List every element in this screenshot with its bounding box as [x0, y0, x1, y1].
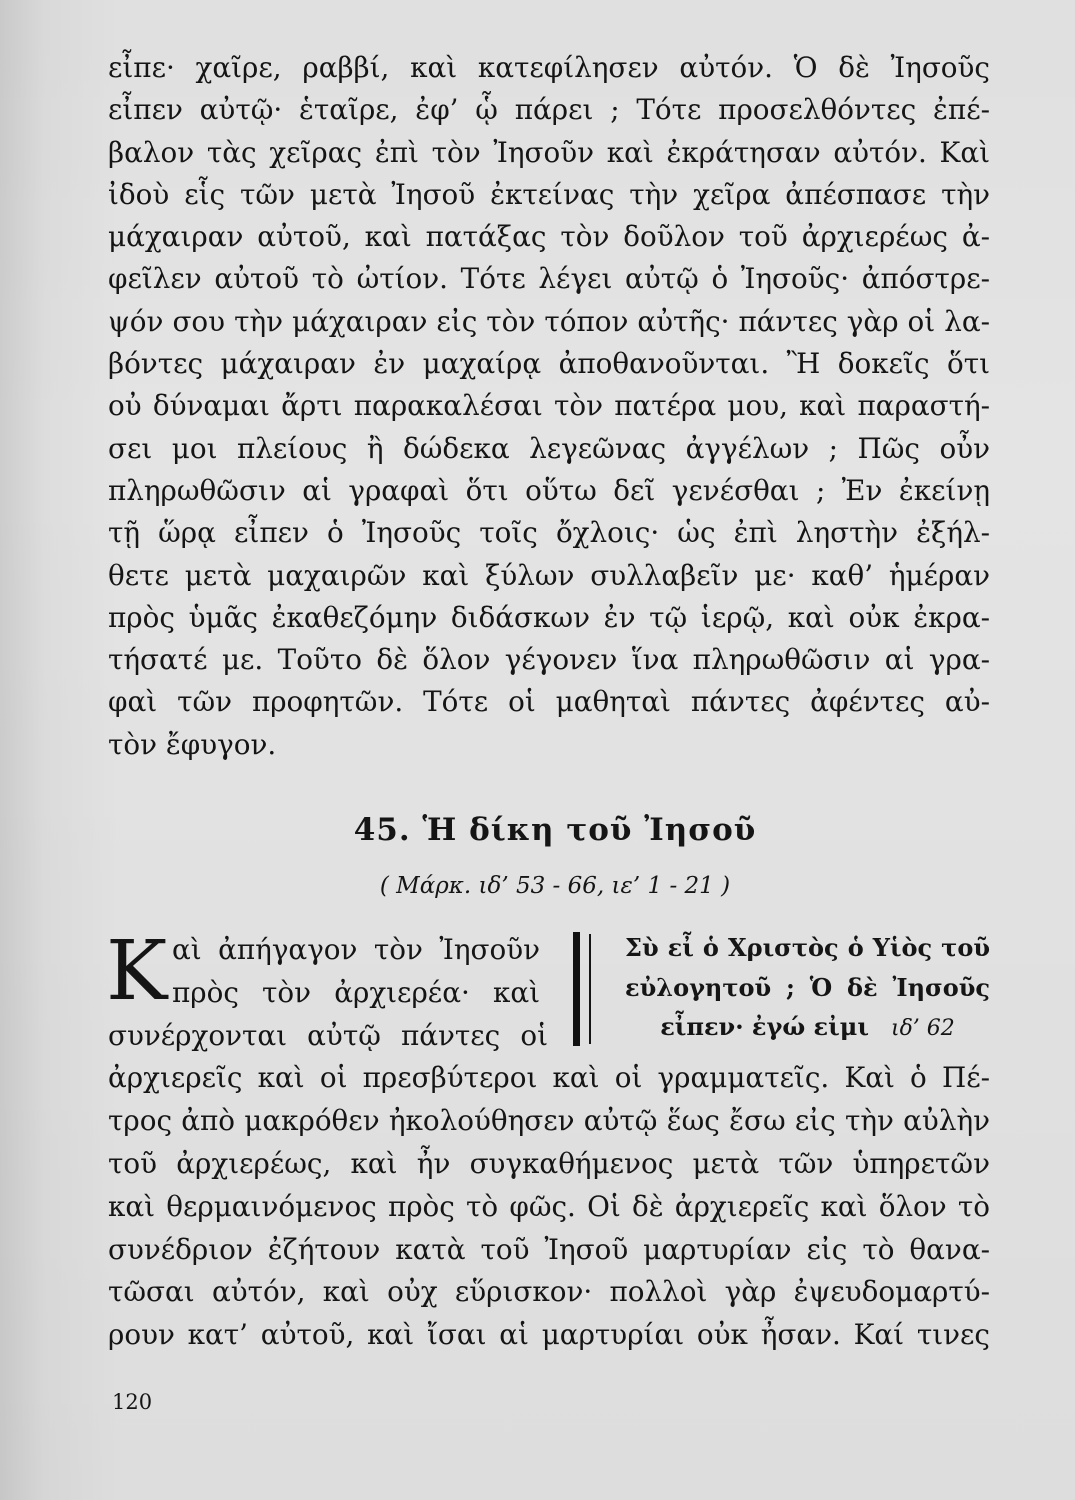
margin-quote [625, 928, 990, 1047]
quote-line: Σὺ εἶ ὁ Χριστὸς ὁ Υἱὸς τοῦ [625, 933, 990, 962]
quote-line: εὐλογητοῦ ; Ὁ δὲ Ἰησοῦς [625, 972, 990, 1002]
text-line: ρουν κατ’ αὐτοῦ, καὶ ἴσαι αἱ μαρτυρίαι οὐκ ἦσαν. Καί τινες [108, 1318, 990, 1352]
text-line: φαὶ τῶν προφητῶν. Τότε οἱ μαθηταὶ πάντες ἀφέντες αὐ- [108, 685, 990, 719]
quote-line-last [625, 1007, 990, 1047]
vertical-rule-thin [589, 934, 591, 1044]
text-line: τρος ἀπὸ μακρόθεν ἠκολούθησεν αὐτῷ ἕως ἔσω εἰς τὴν αὐλὴν [108, 1104, 990, 1138]
text-line: θετε μετὰ μαχαιρῶν καὶ ξύλων συλλαβεῖν με· καθ’ ἡμέραν [108, 558, 990, 592]
text-line: ἰδοὺ εἷς τῶν μετὰ Ἰησοῦ ἐκτείνας τὴν χεῖρα ἀπέσπασε τὴν [108, 177, 990, 211]
text-line: συνέρχονται αὐτῷ πάντες οἱ [108, 1018, 548, 1052]
section-heading: 45. Ἡ δίκη τοῦ Ἰησοῦ [353, 812, 757, 848]
text-line: ψόν σου τὴν μάχαιραν εἰς τὸν τόπον αὐτῆς· πάντες γὰρ οἱ λα- [108, 304, 990, 338]
text-line: ἀρχιερεῖς καὶ οἱ πρεσβύτεροι καὶ οἱ γραμματεῖς. Καὶ ὁ Πέ- [108, 1061, 990, 1095]
drop-cap: Κ [106, 924, 168, 1019]
text-line: βαλον τὰς χεῖρας ἐπὶ τὸν Ἰησοῦν καὶ ἐκράτησαν αὐτόν. Καὶ [108, 135, 990, 169]
text-line: βόντες μάχαιραν ἐν μαχαίρᾳ ἀποθανοῦνται. Ἢ δοκεῖς ὅτι [108, 347, 990, 381]
text-line: τοῦ ἀρχιερέως, καὶ ἦν συγκαθήμενος μετὰ τῶν ὑπηρετῶν [108, 1146, 990, 1180]
text-line: αὶ ἀπήγαγον τὸν Ἰησοῦν [172, 933, 540, 966]
text-line: πρὸς ὑμᾶς ἐκαθεζόμην διδάσκων ἐν τῷ ἱερῷ, καὶ οὐκ ἐκρα- [108, 600, 990, 634]
text-line: τῶσαι αὐτόν, καὶ οὐχ εὕρισκον· πολλοὶ γὰρ ἐψευδομαρτύ- [108, 1275, 990, 1309]
text-line: οὐ δύναμαι ἄρτι παρακαλέσαι τὸν πατέρα μου, καὶ παραστή- [108, 389, 990, 423]
text-line: σει μοι πλείους ἢ δώδεκα λεγεῶνας ἀγγέλων ; Πῶς οὖν [108, 431, 990, 465]
text-line: πληρωθῶσιν αἱ γραφαὶ ὅτι οὕτω δεῖ γενέσθαι ; Ἐν ἐκείνῃ [108, 473, 990, 507]
vertical-rule-thick [573, 932, 580, 1046]
quote-text: εἶπεν· ἐγώ εἰμι [660, 1012, 869, 1041]
quote-reference: ιδ’ 62 [890, 1016, 955, 1041]
text-line: πρὸς τὸν ἀρχιερέα· καὶ [172, 975, 540, 1009]
text-line: φεῖλεν αὐτοῦ τὸ ὠτίον. Τότε λέγει αὐτῷ ὁ Ἰησοῦς· ἀπόστρε- [108, 262, 990, 296]
page-number: 120 [112, 1390, 153, 1414]
text-line: τήσατέ με. Τοῦτο δὲ ὅλον γέγονεν ἵνα πληρωθῶσιν αἱ γρα- [108, 643, 990, 677]
paragraph-top [108, 47, 990, 766]
text-line: καὶ θερμαινόμενος πρὸς τὸ φῶς. Οἱ δὲ ἀρχιερεῖς καὶ ὅλον τὸ [108, 1189, 990, 1223]
scripture-reference: ( Μάρκ. ιδ’ 53 - 66, ιε’ 1 - 21 ) [379, 873, 731, 899]
text-line: συνέδριον ἐζήτουν κατὰ τοῦ Ἰησοῦ μαρτυρίαν εἰς τὸ θανα- [108, 1232, 990, 1266]
text-line: μάχαιραν αὐτοῦ, καὶ πατάξας τὸν δοῦλον τοῦ ἀρχιερέως ἀ- [108, 220, 990, 254]
text-line: εἶπε· χαῖρε, ραββί, καὶ κατεφίλησεν αὐτόν. Ὁ δὲ Ἰησοῦς [108, 51, 990, 84]
text-line: τὸν ἔφυγον. [108, 727, 277, 761]
text-line: εἶπεν αὐτῷ· ἑταῖρε, ἐφ’ ᾧ πάρει ; Τότε προσελθόντες ἐπέ- [108, 93, 990, 127]
text-line: τῇ ὥρᾳ εἶπεν ὁ Ἰησοῦς τοῖς ὄχλοις· ὡς ἐπὶ ληστὴν ἐξήλ- [108, 516, 990, 550]
